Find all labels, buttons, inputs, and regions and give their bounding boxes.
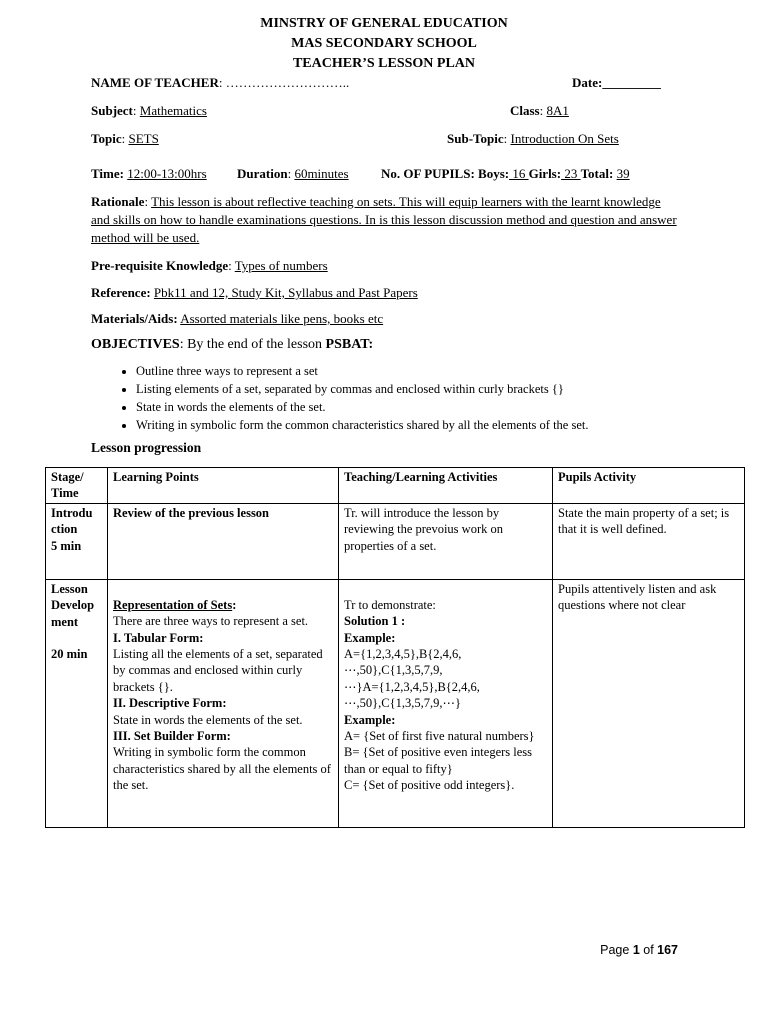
table-row-development — [46, 579, 745, 827]
objective-item: • Outline three ways to represent a set — [136, 362, 736, 380]
class-line: Class: 8A1 — [510, 103, 569, 118]
table-row-introduction — [46, 503, 745, 579]
representation-heading: Representation of Sets: — [113, 597, 237, 612]
pupils-line — [381, 166, 630, 182]
stage-line: 20 min — [51, 647, 88, 662]
reference-value: Pbk11 and 12, Study Kit, Syllabus and Past Papers — [153, 285, 418, 300]
example-line: A= {Set of first five natural numbers} — [344, 729, 535, 744]
representation-intro: There are three ways to represent a set. — [113, 614, 309, 629]
topic-label: Topic — [91, 131, 122, 146]
descriptive-form-title: II. Descriptive Form: — [113, 696, 227, 711]
objective-item: • Listing elements of a set, separated by commas and enclosed within curly brackets {} — [136, 380, 736, 398]
pupils-label: No. OF PUPILS: Boys: — [381, 166, 510, 181]
subtopic-label: Sub-Topic — [447, 131, 504, 146]
cell-learning-points — [108, 579, 339, 827]
girls-label: Girls: — [528, 166, 562, 181]
date-line — [572, 75, 661, 91]
prerequisite-line: Pre-requisite Knowledge: Types of numbers — [91, 258, 328, 273]
cell-teaching-activities: Tr. will introduce the lesson by reviewing the prevoius work on properties of a set. — [339, 503, 553, 579]
class-label: Class — [510, 103, 540, 118]
materials-line — [91, 311, 383, 327]
stage-line: ment — [51, 614, 79, 629]
example-line: ⋯,50},C{1,3,5,7,9, — [344, 663, 443, 678]
stage-line: Lesson — [51, 581, 88, 596]
objectives-heading — [91, 337, 373, 353]
header-learning-points: Learning Points — [108, 468, 339, 504]
materials-value: Assorted materials like pens, books etc — [180, 311, 384, 326]
tabular-form-title: I. Tabular Form: — [113, 630, 204, 645]
cell-pupils-activity: State the main property of a set; is that it is well defined. — [553, 503, 745, 579]
stage-line: Develop — [51, 598, 95, 613]
objectives-label: OBJECTIVES — [91, 337, 180, 352]
cell-stage — [46, 503, 108, 579]
duration-value: 60minutes — [294, 166, 349, 181]
subject-line: Subject: Mathematics — [91, 103, 207, 118]
objectives-list — [108, 362, 736, 434]
page-footer — [600, 943, 678, 957]
cell-teaching-activities — [339, 579, 553, 827]
duration-label: Duration — [237, 166, 288, 181]
header-pupils-activity: Pupils Activity — [553, 468, 745, 504]
stage-line: 5 min — [51, 538, 82, 553]
example-line: ⋯,50},C{1,3,5,7,9,⋯} — [344, 696, 461, 711]
topic-line: Topic: SETS — [91, 131, 159, 146]
time-line — [91, 166, 207, 182]
lesson-progression-title: Lesson progression — [91, 440, 202, 455]
page-total: 167 — [657, 943, 678, 957]
rationale-label: Rationale — [91, 194, 145, 209]
reference-label: Reference: — [91, 285, 151, 300]
teacher-label: NAME OF TEACHER — [91, 75, 219, 90]
set-builder-title: III. Set Builder Form: — [113, 729, 231, 744]
stage-line: Introdu — [51, 505, 93, 520]
time-value: 12:00-13:00hrs — [127, 166, 207, 181]
solution-label: Solution 1 : — [344, 614, 406, 629]
cell-pupils-activity: Pupils attentively listen and ask questions where not clear — [553, 579, 745, 827]
example-line: ⋯}A={1,2,3,4,5},B{2,4,6, — [344, 679, 480, 694]
objectives-psbat: PSBAT: — [325, 337, 374, 352]
teacher-line: NAME OF TEACHER: ……………………….. — [91, 75, 350, 90]
cell-stage — [46, 579, 108, 827]
objective-item: • State in words the elements of the set. — [136, 398, 736, 416]
subject-value: Mathematics — [139, 103, 207, 118]
ministry-title: MINSTRY OF GENERAL EDUCATION — [260, 16, 508, 31]
total-value: 39 — [616, 166, 630, 181]
of-label: of — [639, 943, 658, 957]
page-number: 1 — [632, 943, 640, 957]
stage-line: ction — [51, 522, 78, 537]
boys-value: 16 — [509, 166, 529, 181]
teaching-intro: Tr to demonstrate: — [344, 597, 436, 612]
class-value: 8A1 — [546, 103, 569, 118]
prerequisite-value: Types of numbers — [234, 258, 328, 273]
plan-title: TEACHER’S LESSON PLAN — [292, 56, 476, 71]
example-line: C= {Set of positive odd integers}. — [344, 778, 515, 793]
total-label: Total: — [580, 166, 614, 181]
subtopic-value: Introduction On Sets — [510, 131, 619, 146]
school-title: MAS SECONDARY SCHOOL — [291, 36, 477, 51]
header-teaching-activities: Teaching/Learning Activities — [339, 468, 553, 504]
example-line: A={1,2,3,4,5},B{2,4,6, — [344, 647, 462, 662]
prerequisite-label: Pre-requisite Knowledge — [91, 258, 229, 273]
subject-label: Subject — [91, 103, 133, 118]
time-label: Time: — [91, 166, 124, 181]
rationale-block: Rationale: This lesson is about reflective teaching on sets. This will equip learners with the learnt knowledge and skills on how to handle examinations questions. In is this lesson discussion method and question and answer method will be used. — [91, 194, 677, 245]
objectives-intro: : By the end of the lesson — [179, 337, 326, 352]
set-builder-text: Writing in symbolic form the common characteristics shared by all the elements of the set. — [113, 745, 331, 793]
duration-line: Duration: 60minutes — [237, 166, 349, 181]
teacher-value: ……………………….. — [225, 75, 350, 90]
objective-item: • Writing in symbolic form the common characteristics shared by all the elements of the set. — [136, 416, 736, 434]
table-header-row — [46, 468, 745, 504]
page-label: Page — [600, 943, 633, 957]
date-label: Date: — [572, 75, 603, 90]
topic-value: SETS — [128, 131, 159, 146]
girls-value: 23 — [561, 166, 581, 181]
cell-learning-points: Review of the previous lesson — [108, 503, 339, 579]
example-label: Example: — [344, 712, 396, 727]
lesson-progression-table — [45, 467, 745, 828]
header-stage-time: Stage/ Time — [46, 468, 108, 504]
descriptive-form-text: State in words the elements of the set. — [113, 712, 303, 727]
date-value: _________ — [602, 75, 661, 90]
tabular-form-text: Listing all the elements of a set, separated by commas and enclosed within curly brackets {}. — [113, 647, 323, 694]
example-label: Example: — [344, 630, 396, 645]
rationale-text: This lesson is about reflective teaching on sets. This will equip learners with the learnt knowledge and skills on how to handle examinations questions. In is this lesson discussion method and question and answer method will be used. — [91, 194, 677, 245]
example-line: B= {Set of positive even integers less than or equal to fifty} — [344, 745, 533, 776]
reference-line — [91, 285, 418, 301]
subtopic-line: Sub-Topic: Introduction On Sets — [447, 131, 619, 146]
materials-label: Materials/Aids: — [91, 311, 178, 326]
